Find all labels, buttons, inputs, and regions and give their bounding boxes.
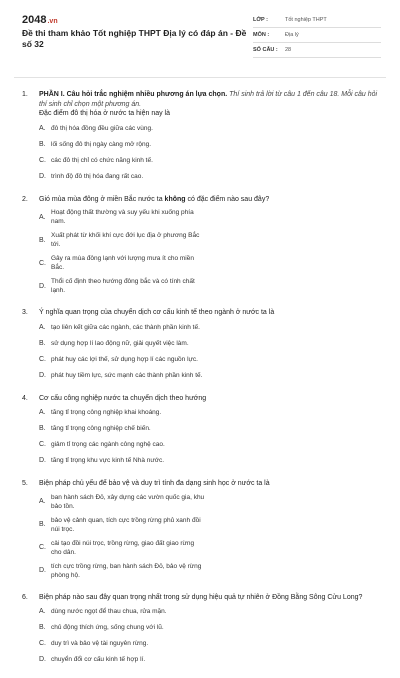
question-5	[22, 479, 384, 585]
option-b[interactable]	[39, 423, 212, 434]
option-letter: A.	[39, 498, 46, 505]
option-a[interactable]	[39, 493, 212, 511]
option-d[interactable]	[39, 171, 212, 182]
option-text: ban hành sách Đỏ, xây dựng các vườn quốc gia, khu bảo tồn.	[51, 493, 205, 510]
option-letter: D.	[39, 656, 46, 663]
question-number: 5.	[22, 480, 28, 487]
meta-key: LỚP :	[253, 17, 268, 23]
option-b[interactable]	[39, 231, 212, 249]
option-letter: D.	[39, 457, 46, 464]
option-letter: A.	[39, 213, 46, 221]
option-a[interactable]	[39, 606, 212, 617]
stem-part: có đặc điểm nào sau đây?	[185, 195, 270, 203]
option-text: tạo liên kết giữa các ngành, các thành phần kinh tế.	[51, 323, 200, 331]
option-c[interactable]	[39, 254, 212, 272]
option-letter: C.	[39, 441, 46, 448]
option-c[interactable]	[39, 539, 212, 557]
option-text: trình độ đô thị hóa đang rất cao.	[51, 172, 144, 180]
option-letter: D.	[39, 371, 46, 379]
question-number: 6.	[22, 593, 28, 601]
header-divider	[14, 77, 386, 78]
option-d[interactable]	[39, 277, 212, 295]
option-text: phát huy tiềm lực, sức mạnh các thành phần kinh tế.	[51, 371, 203, 379]
option-letter: B.	[39, 425, 46, 432]
option-letter: A.	[39, 323, 46, 331]
option-text: cải tạo đồi núi trọc, trồng rừng, giao đất giao rừng cho dân.	[51, 539, 195, 556]
option-letter: A.	[39, 409, 46, 416]
option-d[interactable]	[39, 654, 212, 665]
option-letter: A.	[39, 124, 46, 132]
option-text: sử dụng hợp lí lao động nữ, giải quyết việc làm.	[51, 339, 189, 347]
logo-main: 2048	[22, 14, 47, 26]
option-letter: B.	[39, 140, 46, 148]
option-letter: B.	[39, 339, 46, 347]
question-4	[22, 394, 384, 472]
option-letter: A.	[39, 608, 46, 615]
option-d[interactable]	[39, 562, 212, 580]
options-list	[39, 208, 384, 300]
option-b[interactable]	[39, 622, 212, 633]
options-list	[39, 493, 384, 585]
option-letter: C.	[39, 640, 46, 647]
meta-key: SỐ CÂU :	[253, 47, 278, 53]
question-stem: Đặc điểm đô thị hóa ở nước ta hiện nay là	[39, 110, 170, 117]
question-stem: Biện pháp chủ yếu để bảo vệ và duy trì tính đa dạng sinh học ở nước ta là	[39, 480, 270, 487]
option-letter: C.	[39, 259, 46, 267]
meta-row-count	[253, 43, 381, 58]
exam-content	[22, 90, 384, 678]
options-list	[39, 407, 384, 471]
option-c[interactable]	[39, 439, 212, 450]
option-text: giảm tỉ trọng các ngành công nghệ cao.	[51, 441, 165, 448]
question-number: 2.	[22, 195, 28, 203]
option-b[interactable]	[39, 139, 212, 150]
option-letter: B.	[39, 624, 46, 631]
option-letter: D.	[39, 282, 46, 290]
meta-value: 28	[285, 47, 292, 53]
part-instruction: Thí sinh trả lời từ câu 1 đến câu 18. Mỗi câu hỏi thí sinh chỉ chọn một phương án.	[39, 91, 378, 108]
question-stem: Cơ cấu công nghiệp nước ta chuyển dịch theo hướng	[39, 394, 207, 402]
meta-value: Tốt nghiệp THPT	[285, 17, 327, 23]
option-text: Xuất phát từ khối khí cực đới lục địa ở phương Bắc tới.	[51, 232, 200, 248]
option-text: Hoạt động thất thường và suy yếu khi xuống phía nam.	[51, 209, 194, 225]
part-heading: PHẦN I. Câu hỏi trắc nghiệm nhiều phương án lựa chọn.	[39, 91, 228, 98]
question-number: 3.	[22, 309, 28, 316]
question-6	[22, 593, 384, 671]
options-list	[39, 123, 384, 187]
question-stem: Ý nghĩa quan trọng của chuyển dịch cơ cấu kinh tế theo ngành ở nước ta là	[39, 309, 275, 316]
meta-row-subject	[253, 28, 381, 43]
option-text: tăng tỉ trọng công nghiệp khai khoáng.	[51, 409, 162, 416]
options-list	[39, 322, 384, 386]
option-text: dùng nước ngọt để thau chua, rửa mặn.	[51, 608, 167, 615]
question-1	[22, 90, 384, 187]
option-text: đô thị hóa đồng đều giữa các vùng.	[51, 124, 153, 132]
option-a[interactable]	[39, 208, 212, 226]
option-c[interactable]	[39, 354, 212, 365]
stem-emphasis: không	[164, 195, 186, 203]
option-text: Gây ra mùa đông lạnh với lượng mưa ít cho miền Bắc.	[51, 255, 194, 271]
option-text: chủ động thích ứng, sống chung với lũ.	[51, 624, 164, 631]
page-header	[0, 0, 400, 70]
option-text: duy trì và bảo vệ tài nguyên rừng.	[51, 640, 149, 647]
option-b[interactable]	[39, 338, 212, 349]
option-text: bảo vệ cảnh quan, tích cực trồng rừng phủ xanh đồi núi trọc.	[51, 516, 201, 533]
option-text: tăng tỉ trọng công nghiệp chế biến.	[51, 425, 151, 432]
option-c[interactable]	[39, 155, 212, 166]
option-a[interactable]	[39, 407, 212, 418]
meta-info-table	[253, 13, 381, 58]
option-letter: C.	[39, 156, 46, 164]
option-letter: C.	[39, 544, 46, 551]
meta-value: Địa lý	[285, 32, 299, 38]
question-3	[22, 308, 384, 386]
document-title: Đề thi tham khảo Tốt nghiệp THPT Địa lý có đáp án - Đề số 32	[22, 28, 247, 49]
option-c[interactable]	[39, 638, 212, 649]
site-logo[interactable]	[22, 14, 58, 26]
option-letter: D.	[39, 567, 46, 574]
question-number: 4.	[22, 394, 28, 402]
question-number: 1.	[22, 91, 28, 98]
options-list	[39, 606, 384, 670]
question-stem: Biện pháp nào sau đây quan trọng nhất trong sử dụng hiệu quả tự nhiên ở Đồng Bằng Sông Cửu Long?	[39, 593, 363, 601]
option-d[interactable]	[39, 455, 212, 466]
stem-part: Gió mùa mùa đông ở miền Bắc nước ta	[39, 195, 165, 203]
option-text: phát huy các lợi thế, sử dụng hợp lí các nguồn lực.	[51, 355, 198, 363]
meta-row-class	[253, 13, 381, 28]
option-d[interactable]	[39, 370, 212, 381]
option-text: chuyển đổi cơ cấu kinh tế hợp lí.	[51, 656, 146, 663]
option-letter: D.	[39, 172, 46, 180]
logo-suffix: .vn	[47, 18, 58, 25]
option-a[interactable]	[39, 322, 212, 333]
option-b[interactable]	[39, 516, 212, 534]
option-text: tích cực trồng rừng, ban hành sách Đỏ, bảo vệ rừng phòng hộ.	[51, 562, 202, 579]
question-2	[22, 195, 384, 301]
option-letter: C.	[39, 355, 46, 363]
option-text: tăng tỉ trọng khu vực kinh tế Nhà nước.	[51, 457, 165, 464]
option-letter: B.	[39, 236, 46, 244]
option-letter: B.	[39, 521, 46, 528]
option-text: lối sống đô thị ngày càng mở rộng.	[51, 140, 152, 148]
option-text: Thổi cố định theo hướng đông bắc và có tính chất lạnh.	[51, 278, 195, 294]
option-a[interactable]	[39, 123, 212, 134]
question-stem	[39, 195, 384, 205]
meta-key: MÔN :	[253, 32, 270, 38]
option-text: các đô thị chỉ có chức năng kinh tế.	[51, 156, 153, 164]
